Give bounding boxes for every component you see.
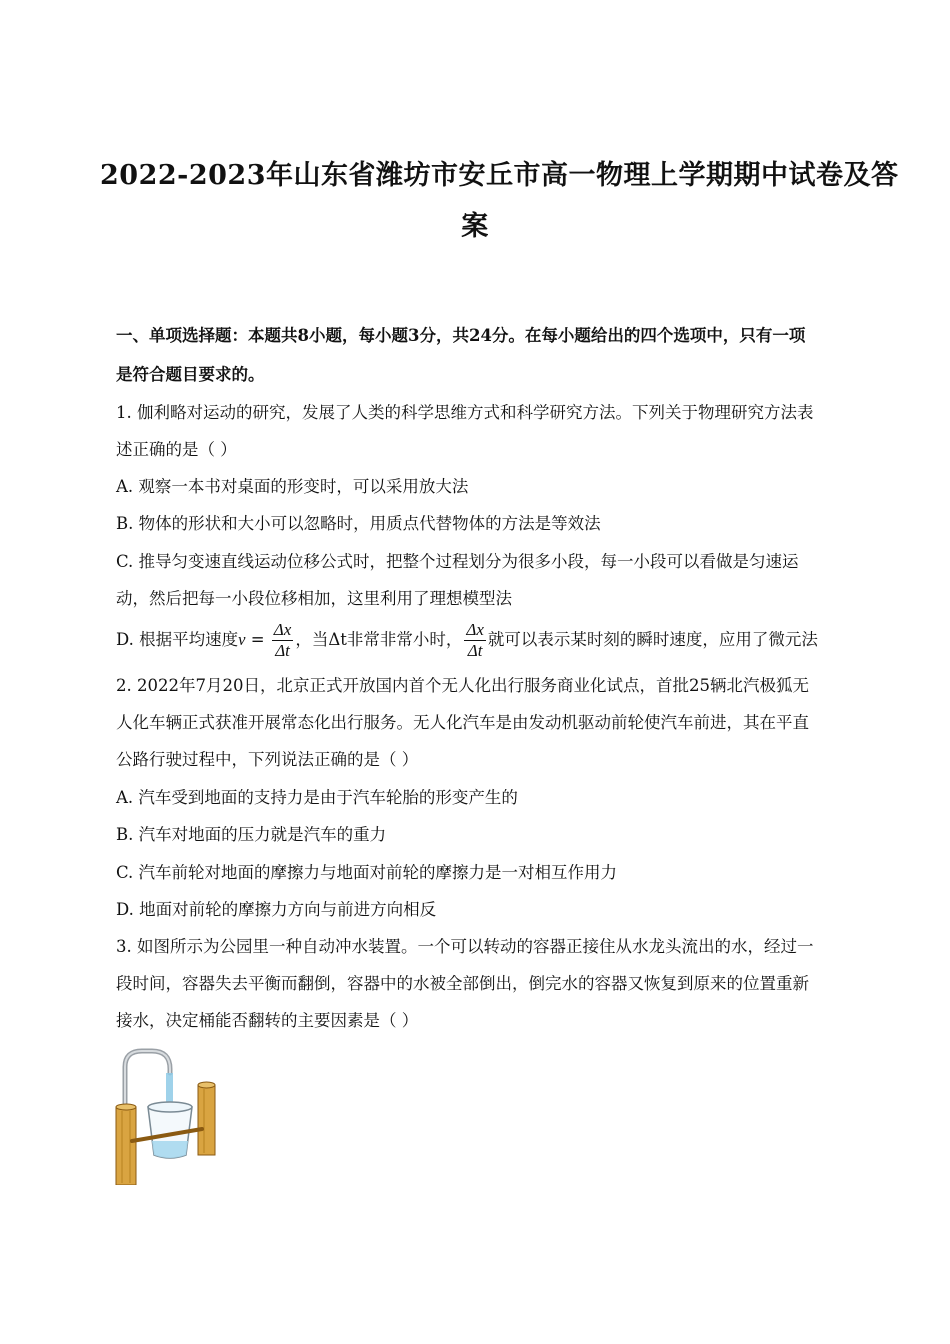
q1-d-text-1: D. 根据平均速度 (116, 630, 239, 649)
q2-stem-line-3: 公路行驶过程中，下列说法正确的是（ ） (116, 750, 419, 769)
q1-d-equals: = (245, 630, 270, 649)
section-heading-line-2: 是符合题目要求的。 (116, 365, 265, 384)
q1-d-text-2: ，当Δt非常非常小时， (295, 630, 463, 649)
auto-flush-device-figure (110, 1045, 225, 1185)
document-title-line-1: 2022-2023年山东省潍坊市安丘市高一物理上学期期中试卷及答 (100, 160, 899, 191)
q1-d-numerator-2: Δx (466, 620, 484, 639)
q2-option-c: C. 汽车前轮对地面的摩擦力与地面对前轮的摩擦力是一对相互作用力 (116, 863, 618, 882)
right-post-top (198, 1082, 215, 1088)
q2-option-b: B. 汽车对地面的压力就是汽车的重力 (116, 825, 387, 844)
q2-stem-line-1: 2. 2022年7月20日，北京正式开放国内首个无人化出行服务商业化试点，首批25辆北汽极狐无 (116, 676, 809, 695)
q1-d-denominator-1: Δt (275, 641, 290, 660)
document-title-line-2: 案 (461, 211, 489, 242)
q1-d-fraction-2 (464, 620, 486, 661)
q1-option-d (116, 620, 818, 661)
q2-stem-line-2: 人化车辆正式获准开展常态化出行服务。无人化汽车是由发动机驱动前轮使汽车前进，其在平直 (116, 713, 809, 732)
faucet-pipe-highlight (125, 1051, 170, 1103)
q3-stem-line-1: 3. 如图所示为公园里一种自动冲水装置。一个可以转动的容器正接住从水龙头流出的水，经过一 (116, 937, 814, 956)
left-post-top (116, 1104, 136, 1110)
faucet-pipe (125, 1051, 170, 1103)
q1-d-text-3: 就可以表示某时刻的瞬时速度，应用了微元法 (487, 630, 818, 649)
q3-stem-line-3: 接水，决定桶能否翻转的主要因素是（ ） (116, 1011, 419, 1030)
q2-option-a: A. 汽车受到地面的支持力是由于汽车轮胎的形变产生的 (116, 788, 518, 807)
q2-option-d: D. 地面对前轮的摩擦力方向与前进方向相反 (116, 900, 437, 919)
q1-d-numerator-1: Δx (273, 620, 292, 639)
q1-option-b: B. 物体的形状和大小可以忽略时，用质点代替物体的方法是等效法 (116, 514, 601, 533)
q1-stem-line-2: 述正确的是（ ） (116, 440, 237, 459)
q1-d-denominator-2: Δt (467, 641, 483, 660)
q1-option-c-line-2: 动，然后把每一小段位移相加，这里利用了理想模型法 (116, 589, 512, 608)
q1-d-velocity-symbol: v (238, 630, 246, 649)
q1-d-fraction-1 (272, 620, 294, 661)
q1-option-c-line-1: C. 推导匀变速直线运动位移公式时，把整个过程划分为很多小段，每一小段可以看做是匀速运 (116, 552, 799, 571)
q1-option-a: A. 观察一本书对桌面的形变时，可以采用放大法 (116, 477, 469, 496)
left-post (116, 1107, 136, 1185)
section-heading-line-1: 一、单项选择题：本题共8小题，每小题3分，共24分。在每小题给出的四个选项中，只有一项 (116, 326, 806, 345)
q3-stem-line-2: 段时间，容器失去平衡而翻倒，容器中的水被全部倒出，倒完水的容器又恢复到原来的位置重新 (116, 974, 809, 993)
container-water (152, 1141, 188, 1158)
right-post (198, 1085, 215, 1155)
container-rim (148, 1102, 192, 1112)
q1-stem-line-1: 1. 伽利略对运动的研究，发展了人类的科学思维方式和科学研究方法。下列关于物理研究方法表 (116, 403, 814, 422)
